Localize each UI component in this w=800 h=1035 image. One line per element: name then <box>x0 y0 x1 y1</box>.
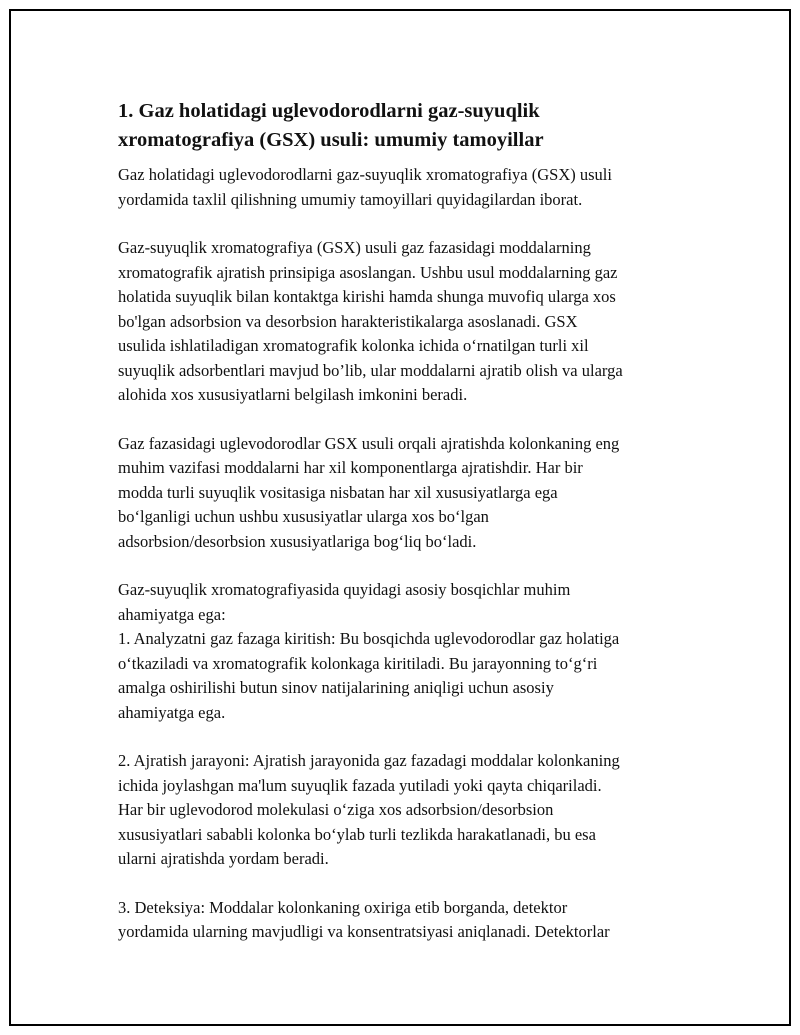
section-title: 1. Gaz holatidagi uglevodorodlarni gaz-suyuqlik xromatografiya (GSX) usuli: umumiy tamoyillar <box>118 100 544 151</box>
paragraph-stages-step1: Gaz-suyuqlik xromatografiyasida quyidagi asosiy bosqichlar muhim ahamiyatga ega: 1. Analyzatni gaz fazaga kiritish: Bu bosqichda uglevodorodlar gaz holatiga o‘tkaziladi va xromatografik kolonkaga kiritiladi. Bu jarayonning to‘g‘ri amalga oshirilishi butun sinov natijalarining aniqligi uchun asosiy ahamiyatga ega. <box>118 580 620 722</box>
paragraph-step3-detection: 3. Deteksiya: Moddalar kolonkaning oxiriga etib borganda, detektor yordamida ularning mavjudligi va konsentratsiyasi aniqlanadi. Detektorlar <box>118 897 610 941</box>
paragraph-principle: Gaz-suyuqlik xromatografiya (GSX) usuli gaz fazasidagi moddalarning xromatografik ajratish prinsipiga asoslangan. Ushbu usul moddalarning gaz holatida suyuqlik bilan kontaktga kirishi hamda shunga muvofiq ularga xos bo'lgan adsorbsion va desorbsion harakteristikalarga asoslanadi. GSX usulida ishlatiladigan xromatografik kolonka ichida o‘rnatilgan turli xil suyuqlik adsorbentlari mavjud bo’lib, ular moddalarni ajratib olish va ularga alohida xos xususiyatlarni belgilash imkonini beradi. <box>118 238 623 404</box>
document-page <box>9 9 791 1026</box>
document-body <box>118 97 698 945</box>
paragraph-step2-separation: 2. Ajratish jarayoni: Ajratish jarayonida gaz fazadagi moddalar kolonkaning ichida joylashgan ma'lum suyuqlik fazada yutiladi yoki qayta chiqariladi. Har bir uglevodorod molekulasi o‘ziga xos adsorbsion/desorbsion xususiyatlari sababli kolonka bo‘ylab turli tezlikda harakatlanadi, bu esa ularni ajratishda yordam beradi. <box>118 751 620 868</box>
paragraph-intro: Gaz holatidagi uglevodorodlarni gaz-suyuqlik xromatografiya (GSX) usuli yordamida taxlil qilishning umumiy tamoyillari quyidagilardan iborat. <box>118 165 612 209</box>
paragraph-column-role: Gaz fazasidagi uglevodorodlar GSX usuli orqali ajratishda kolonkaning eng muhim vazifasi moddalarni har xil komponentlarga ajratishdir. Har bir modda turli suyuqlik vositasiga nisbatan har xil xususiyatlarga ega bo‘lganligi uchun ushbu xususiyatlar ularga xos bo‘lgan adsorbsion/desorbsion xususiyatlariga bog‘liq bo‘ladi. <box>118 433 620 551</box>
